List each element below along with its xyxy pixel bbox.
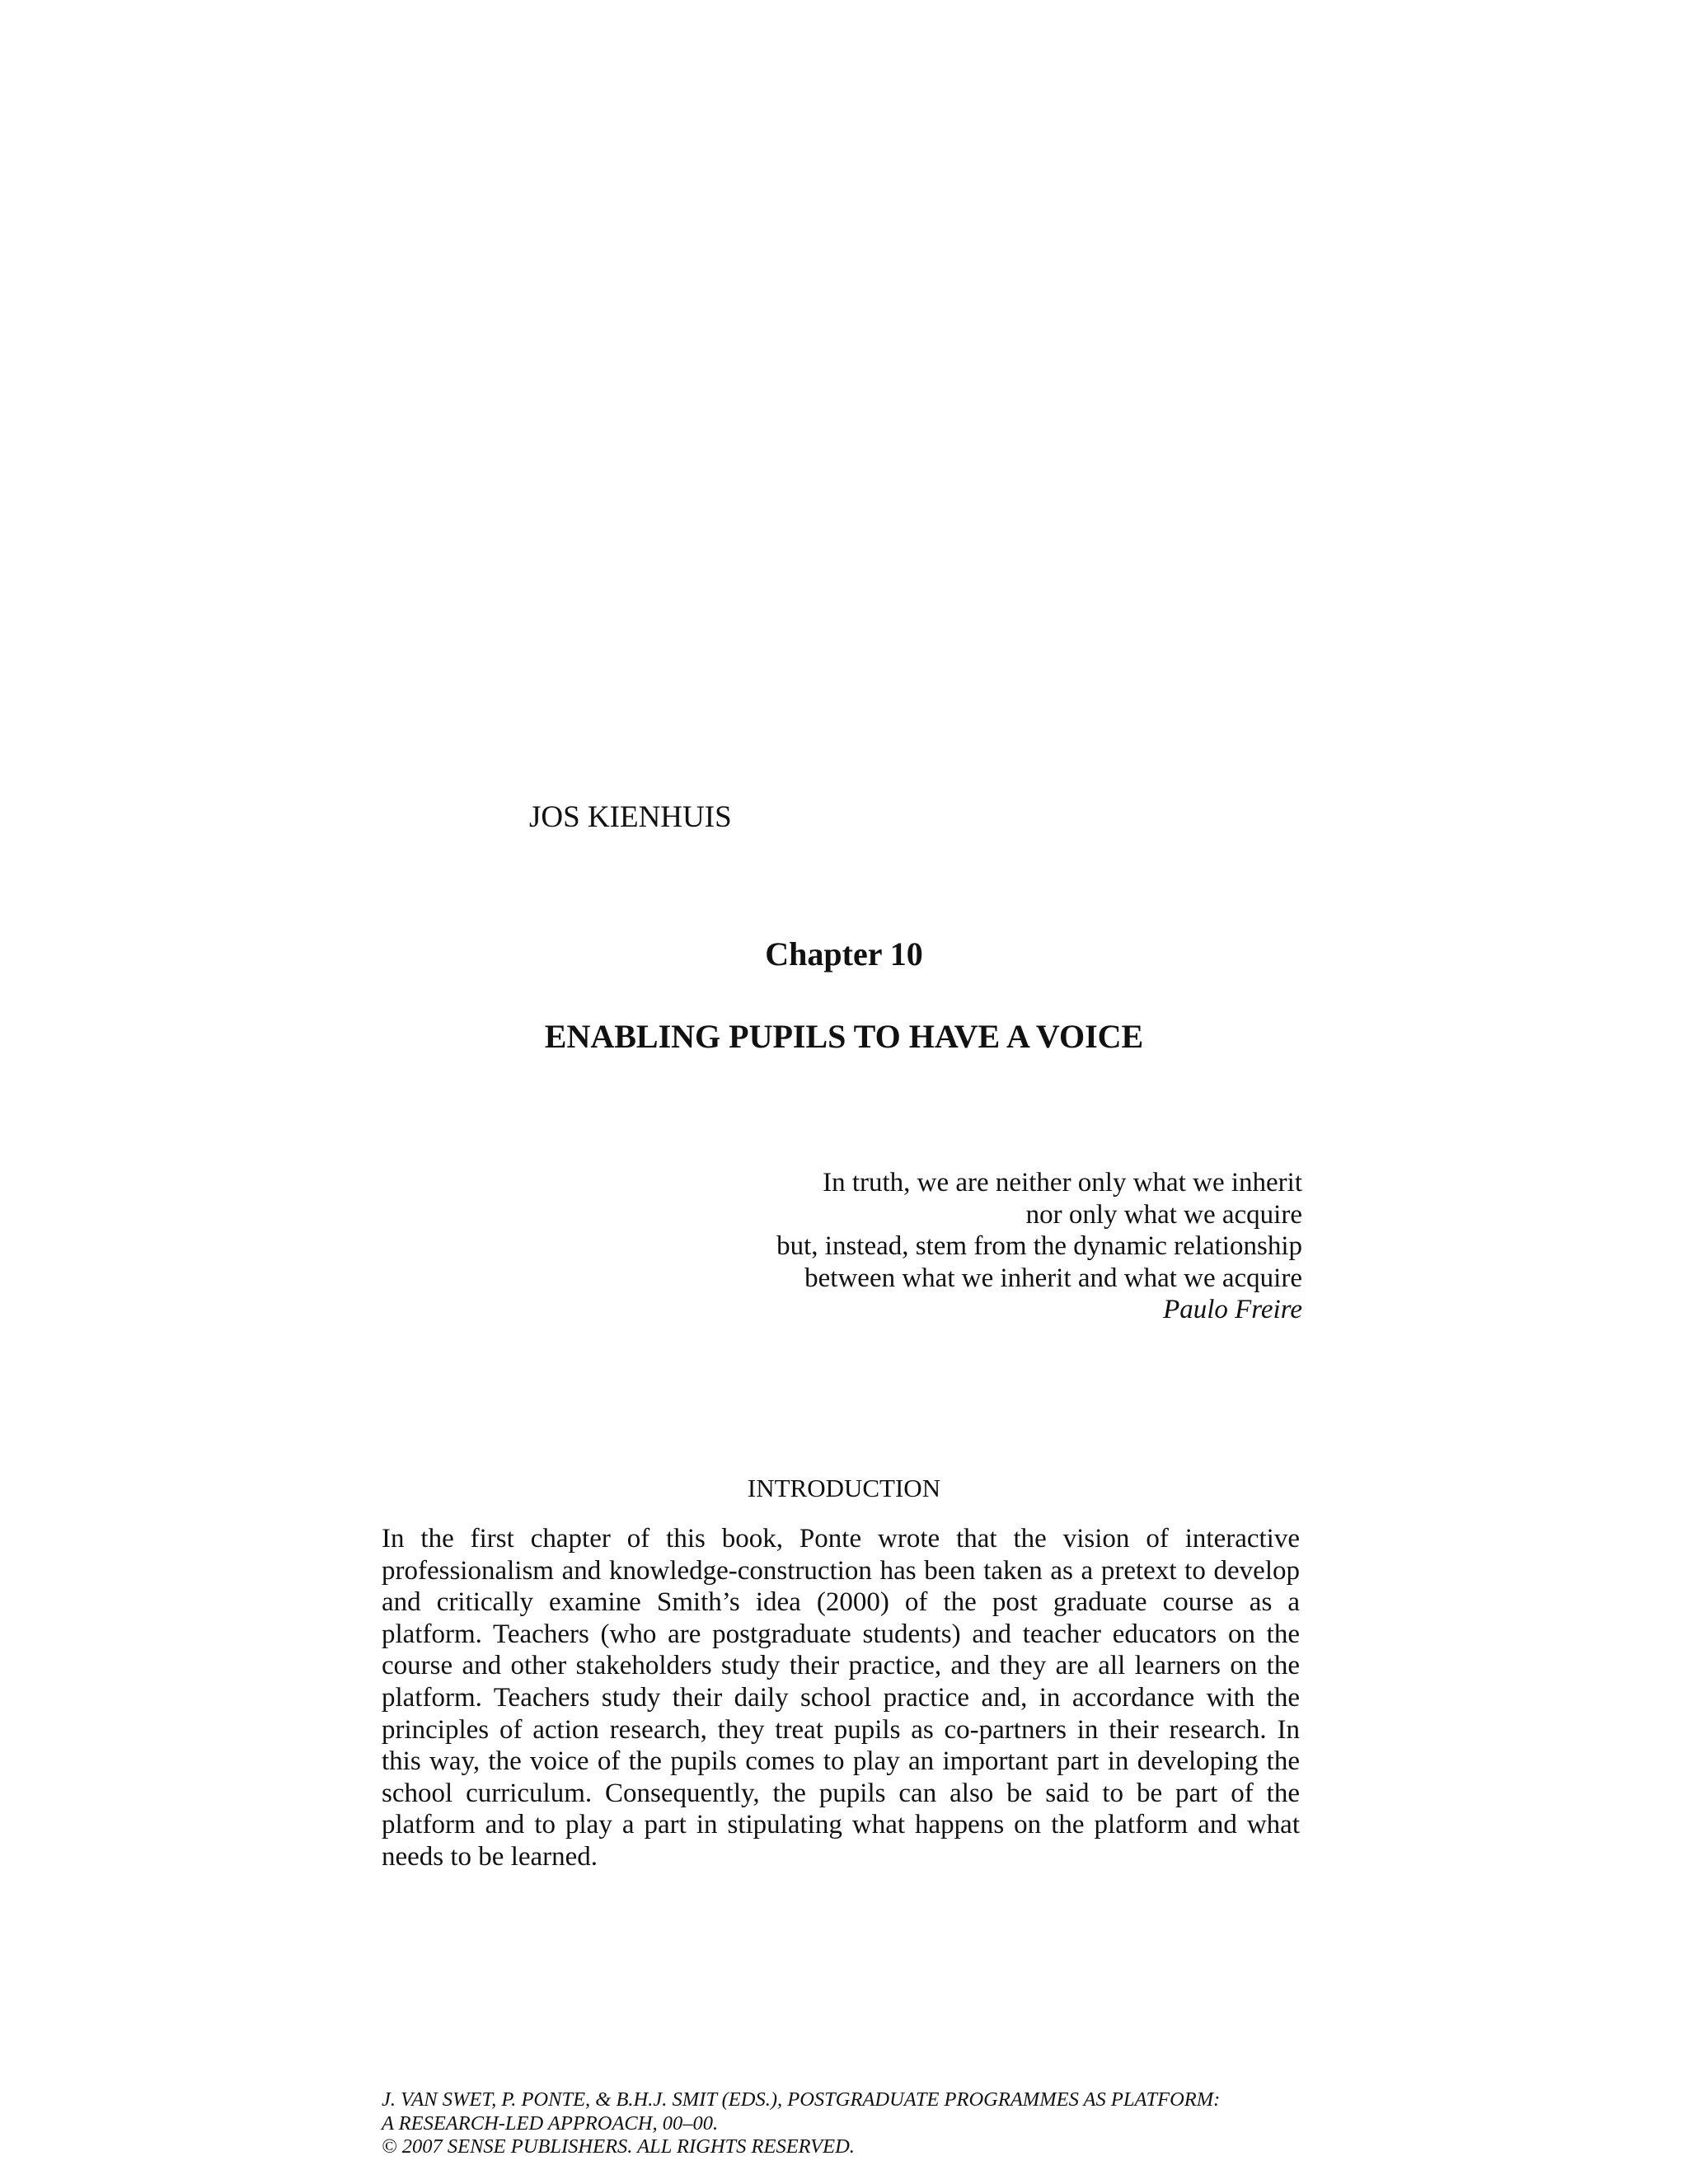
epigraph-line: but, instead, stem from the dynamic relationship: [776, 1231, 1302, 1261]
footer-line: J. VAN SWET, P. PONTE, & B.H.J. SMIT (EDS.), POSTGRADUATE PROGRAMMES AS PLATFORM:: [382, 2088, 1221, 2111]
chapter-number: Chapter 10: [765, 935, 923, 972]
epigraph-line: between what we inherit and what we acquire: [804, 1263, 1302, 1293]
author-name: JOS KIENHUIS: [529, 800, 732, 834]
introduction-paragraph: In the first chapter of this book, Ponte wrote that the vision of interactive professionalism and knowledge-construction has been taken as a pretext to develop and critically examine Smith’s idea (2000) of the post graduate course as a platform. Teachers (who are postgraduate students) and teacher educators on the course and other stakeholders study their practice, and they are all learners on the platform. Teachers study their daily school practice and, in accordance with the principles of action research, they treat pupils as co-partners in their research. In this way, the voice of the pupils comes to play an important part in developing the school curriculum. Consequently, the pupils can also be said to be part of the platform and to play a part in stipulating what happens on the platform and what needs to be learned.: [382, 1524, 1300, 1872]
footer-line: © 2007 SENSE PUBLISHERS. ALL RIGHTS RESERVED.: [382, 2135, 855, 2158]
epigraph: [709, 1167, 1302, 1326]
epigraph-attribution: Paulo Freire: [1163, 1295, 1302, 1324]
section-heading: INTRODUCTION: [747, 1474, 941, 1502]
chapter-title: ENABLING PUPILS TO HAVE A VOICE: [544, 1018, 1144, 1055]
footer-line: A RESEARCH-LED APPROACH, 00–00.: [382, 2111, 719, 2135]
epigraph-line: nor only what we acquire: [1025, 1199, 1302, 1230]
publication-footer: [382, 2088, 1329, 2159]
epigraph-line: In truth, we are neither only what we inherit: [823, 1168, 1302, 1197]
